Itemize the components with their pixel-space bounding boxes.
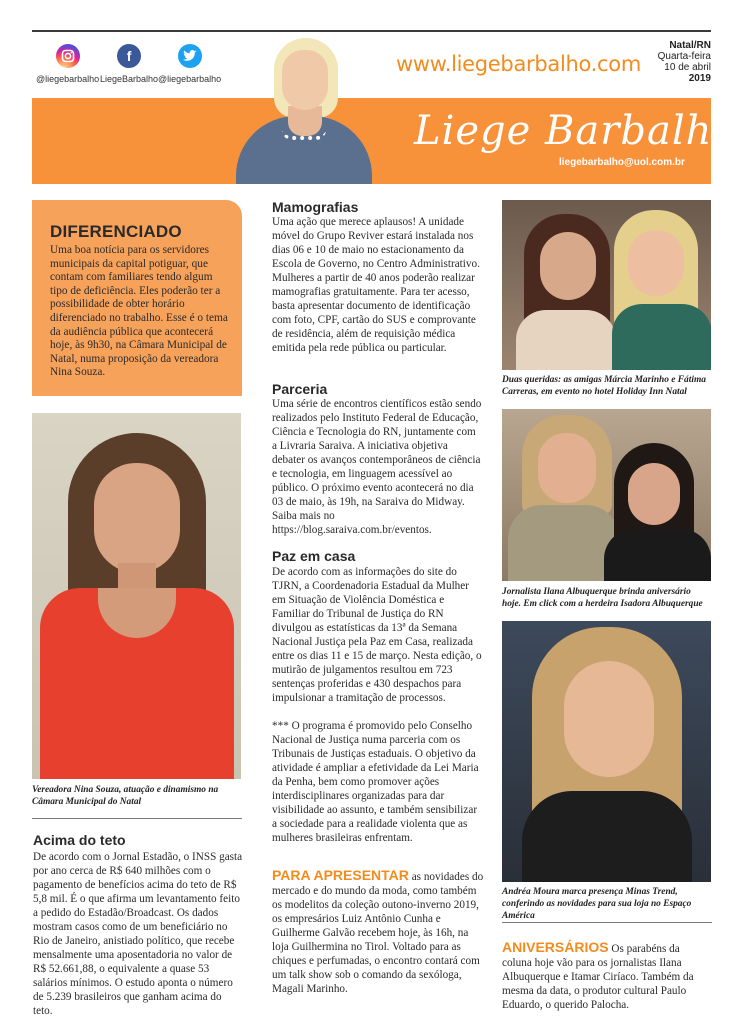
parceria-text: Uma série de encontros científicos estão sendo realizados pelo Instituto Federal de Educação, Ciência e Tecnologia do RN, juntamente com a Livraria Saraiva. A iniciativa objetiva debater os avanços contemporâneos de ciência e tecnologia, em linguagem acessível ao público. O próximo evento acontecerá no dia 03 de maio, às 19h, na Saraiva do Midway. Saiba mais no https://blog.saraiva.com.br/eventos. <box>272 398 482 536</box>
dateline-weekday: Quarta-feira <box>657 51 711 62</box>
facebook-icon: f <box>117 44 141 68</box>
site-url-link[interactable]: www.liegebarbalho.com <box>396 52 641 76</box>
social-twitter[interactable] <box>158 44 221 84</box>
social-instagram[interactable] <box>36 44 99 84</box>
mamografias-text: Uma ação que merece aplausos! A unidade móvel do Grupo Reviver estará instalada nos dias 06 e 10 de maio no estacionamento da Escola de Governo, no Centro Administrativo. Mulheres a partir de 40 anos poderão realizar mamografias gratuitamente. Para ter acesso, basta apresentar documento de identificação com foto, CPF, cartão do SUS e comprovante de residência, além de requisição médica emitida pela rede pública ou particular. <box>272 216 480 354</box>
mamografias-title: Mamografias <box>272 199 359 215</box>
acima-do-teto-text: De acordo com o Jornal Estadão, o INSS gasta por ano cerca de R$ 640 milhões com o pagamento de benefícios acima do teto de R$ 5,8 mil. É o que afirma um levantamento feito a pedido do Estadão/Broadcast. Os dados mostram casos como de um beneficiário no Rio de Janeiro, anistiado político, que recebe mensalmente uma aposentadoria no valor de R$ 52.661,88, o equivalente a quase 53 salários mínimos. O estudo aponta o número de 5.239 brasileiros que ganham acima do teto. <box>33 851 243 1017</box>
paz-em-casa-title: Paz em casa <box>272 548 356 564</box>
parceria-title: Parceria <box>272 381 328 397</box>
paz-em-casa-text-2: *** O programa é promovido pelo Conselho Nacional de Justiça numa parceria com os Tribunais de Justiças estaduais. O objetivo da atividade é ampliar a efetividade da Lei Maria da Penha, bem como promover ações interdisciplinares organizadas para dar visibilidade ao assunto, e também sensibilizar a sociedade para a realidade violenta que as mulheres brasileiras enfrentam. <box>272 720 479 844</box>
facebook-handle: LiegeBarbalho <box>100 74 159 84</box>
photo2-caption: Jornalista Ilana Albuquerque brinda aniversário hoje. Em click com a herdeira Isadora Albuquerque <box>502 587 703 609</box>
photo-ilana-isadora <box>502 409 711 581</box>
photo1-caption: Duas queridas: as amigas Márcia Marinho e Fátima Carreras, em evento no hotel Holiday Inn Natal <box>502 375 706 397</box>
photo-andrea-moura <box>502 621 711 882</box>
dateline-city: Natal/RN <box>669 40 711 51</box>
aniversarios-lead: ANIVERSÁRIOS <box>502 939 609 955</box>
photo-nina-caption: Vereadora Nina Souza, atuação e dinamismo na Câmara Municipal do Natal <box>32 785 219 807</box>
social-facebook[interactable] <box>100 44 158 84</box>
instagram-handle: @liegebarbalho <box>36 74 100 84</box>
photo-marcia-fatima <box>502 200 711 370</box>
diferenciado-text: Uma boa notícia para os servidores municipais da capital potiguar, que contam com familiares tendo algum tipo de deficiência. Eles poderão ter a possibilidade de obter horário diferenciado no trabalho. Esse é o tema da audiência pública que acontecerá hoje, às 9h30, na Câmara Municipal de Natal, numa proposição da vereadora Nina Souza. <box>50 244 228 379</box>
dateline-year: 2019 <box>688 73 711 84</box>
right-separator <box>502 922 712 923</box>
diferenciado-box <box>32 200 242 396</box>
aniversarios-paragraph <box>502 940 712 1012</box>
para-apresentar-lead: PARA APRESENTAR <box>272 867 409 883</box>
diferenciado-title: DIFERENCIADO <box>50 222 182 241</box>
left-separator <box>32 818 242 819</box>
aniversarios-text: Os parabéns da coluna hoje vão para os jornalistas Ilana Albuquerque e Itamar Ciríaco. Também da mesma da data, o produtor cultural Paulo Eduardo, o querido Palocha. <box>502 943 694 1011</box>
column-email-link[interactable]: liegebarbalho@uol.com.br <box>559 157 685 168</box>
photo3-caption: Andréa Moura marca presença Minas Trend, conferindo as novidades para sua loja no Espaço América <box>502 887 692 921</box>
columnist-portrait-overlay <box>230 36 378 184</box>
twitter-handle: @liegebarbalho <box>158 74 222 84</box>
twitter-icon <box>178 44 202 68</box>
dateline <box>658 40 711 84</box>
paz-em-casa-text: De acordo com as informações do site do TJRN, a Coordenadoria Estadual da Mulher em Situação de Violência Doméstica e Familiar do Tribunal de Justiça do RN divulgou as estatísticas da 13ª da Semana Nacional Justiça pela Paz em Casa, realizada entre os dias 11 e 15 de março. Nesta edição, o mutirão de julgamentos resultou em 723 sentenças proferidas e 430 despachos para impulsionar a tramitação de processos. <box>272 566 482 704</box>
photo-nina-souza <box>32 413 241 779</box>
instagram-icon <box>56 44 80 68</box>
acima-do-teto-title: Acima do teto <box>33 832 126 848</box>
para-apresentar-paragraph <box>272 868 484 996</box>
column-title: Liege Barbalho <box>414 108 738 154</box>
para-apresentar-text: as novidades do mercado e do mundo da moda, como também os modelitos da coleção outono-inverno 2019, os empresários Luiz Antônio Cunha e Guilherme Galvão recebem hoje, às 16h, na loja Guilhermina no Tirol. Voltado para as chiques e perfumadas, o encontro contará com um talk show sob o comando da sexóloga, Magali Marinho. <box>272 871 484 995</box>
dateline-date: 10 de abril <box>664 62 711 73</box>
top-rule <box>32 30 711 32</box>
